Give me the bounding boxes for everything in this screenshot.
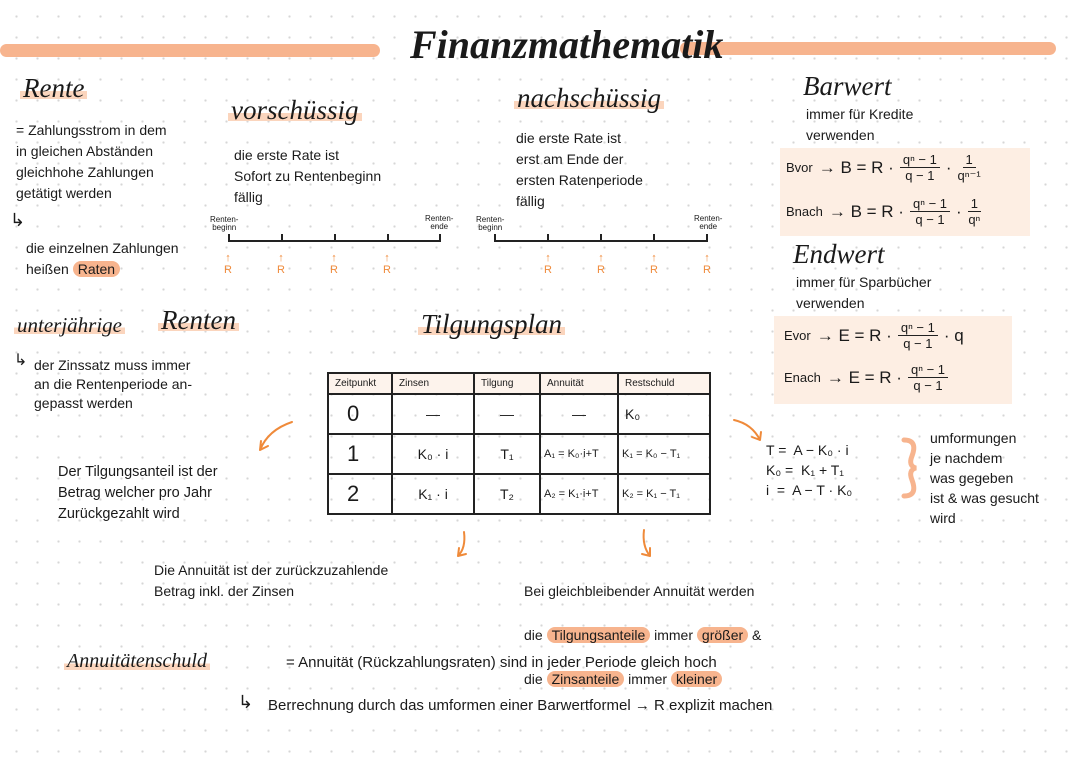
table-cell: A₂ = K₁·i+T bbox=[540, 474, 618, 514]
annuitaetenschuld-heading: Annuitätenschuld bbox=[64, 648, 210, 674]
curved-arrow-icon: ↳ bbox=[14, 352, 28, 369]
unterjaehrig-heading-a: unterjährige bbox=[14, 312, 125, 338]
rate-arrow: ↑ R bbox=[703, 252, 711, 276]
table-cell: K₁ = K₀ − T₁ bbox=[618, 434, 710, 474]
equation: T = A − K₀ · i bbox=[766, 442, 849, 458]
gleichbleibend-line: die Zinsanteile immer kleiner bbox=[524, 668, 761, 690]
table-cell: K₀ bbox=[618, 394, 710, 434]
tilgungsplan-heading: Tilgungsplan bbox=[418, 308, 565, 340]
groesser-highlight: größer bbox=[697, 627, 748, 643]
rate-arrow: ↑ R bbox=[330, 252, 338, 276]
gleichbleibend-line: die Tilgungsanteile immer größer & bbox=[524, 627, 762, 643]
vor-start-label: Renten- beginn bbox=[210, 215, 239, 232]
vorschuessig-heading: vorschüssig bbox=[228, 94, 362, 126]
curved-arrow-icon: ↳ bbox=[238, 692, 254, 712]
barwert-note: immer für Kredite verwenden bbox=[806, 106, 914, 143]
arrow-to-tilgungsanteil bbox=[260, 422, 292, 450]
fraction: $\frac{1}{\text{qⁿ⁻¹}}$ bbox=[957, 152, 981, 183]
dot: · bbox=[945, 157, 952, 177]
tilgungsanteil-text: Der Tilgungsanteil ist der Betrag welcher pro Jahr Zurückgezahlt wird bbox=[58, 464, 218, 522]
table-cell: K₂ = K₁ − T₁ bbox=[618, 474, 710, 514]
endwert-note: immer für Sparbücher verwenden bbox=[796, 274, 932, 311]
unterjaehrig-text: der Zinssatz muss immer an die Rentenperiode an- gepasst werden bbox=[34, 357, 193, 411]
table-cell: — bbox=[392, 394, 474, 434]
rate-arrow: ↑ R bbox=[224, 252, 232, 276]
rate-arrow: ↑ R bbox=[277, 252, 285, 276]
formula-lhs: → B = R · bbox=[818, 157, 894, 177]
table-cell: 0 bbox=[328, 394, 392, 434]
nachschuessig-heading: nachschüssig bbox=[514, 82, 664, 114]
nachschuessig-text: die erste Rate ist erst am Ende der ersten Ratenperiode fällig bbox=[516, 130, 643, 209]
vor-end-label: Renten- ende bbox=[425, 214, 454, 231]
rente-note-text: die einzelnen Zahlungen heißen bbox=[26, 240, 179, 277]
formula-lhs: → E = R · bbox=[816, 325, 892, 345]
formula-label: Evor bbox=[784, 327, 811, 343]
column-header: Zinsen bbox=[392, 373, 474, 394]
arrow-to-gleichbleibend bbox=[642, 530, 650, 556]
brace-icon bbox=[904, 440, 916, 496]
equation: i = A − T · K₀ bbox=[766, 482, 853, 498]
annuitaetenschuld-text: = Annuität (Rückzahlungsraten) sind in jeder Periode gleich hoch bbox=[286, 654, 717, 671]
annuitaet-definition: Die Annuität ist der zurückzuzahlende Betrag inkl. der Zinsen bbox=[154, 562, 389, 599]
table-cell: T₂ bbox=[474, 474, 540, 514]
rate-arrow: ↑ R bbox=[650, 252, 658, 276]
vorschuessig-text: die erste Rate ist Sofort zu Rentenbeginn fällig bbox=[234, 147, 382, 205]
arrow-to-annuitaet bbox=[458, 532, 466, 556]
raten-highlight: Raten bbox=[73, 261, 120, 277]
table-cell: T₁ bbox=[474, 434, 540, 474]
nach-start-label: Renten- beginn bbox=[476, 215, 505, 232]
table-cell: K₁ · i bbox=[392, 474, 474, 514]
gleichbleibend-text bbox=[524, 558, 761, 712]
formula-lhs: → E = R · bbox=[826, 367, 902, 387]
fraction: $\frac{\text{qⁿ − 1}}{q - 1}$ bbox=[910, 196, 950, 227]
table-cell: — bbox=[540, 394, 618, 434]
umformungen-equations bbox=[766, 440, 852, 500]
arrow-to-umformungen bbox=[734, 420, 761, 440]
rente-heading: Rente bbox=[20, 72, 87, 104]
rate-arrow: ↑ R bbox=[383, 252, 391, 276]
unterjaehrig-heading-b: Renten bbox=[158, 304, 239, 336]
table-cell: A₁ = K₀·i+T bbox=[540, 434, 618, 474]
fraction: $\frac{\text{qⁿ − 1}}{q - 1}$ bbox=[900, 152, 940, 183]
rate-arrow: ↑ R bbox=[597, 252, 605, 276]
table-cell: K₀ · i bbox=[392, 434, 474, 474]
page-title: Finanzmathematik bbox=[410, 22, 724, 67]
equation: K₀ = K₁ + T₁ bbox=[766, 462, 845, 478]
zinsanteile-highlight: Zinsanteile bbox=[547, 671, 625, 687]
rente-definition: = Zahlungsstrom in dem in gleichen Abständen gleichhohe Zahlungen getätigt werden bbox=[16, 122, 167, 201]
fraction: $\frac{\text{qⁿ − 1}}{q - 1}$ bbox=[898, 320, 938, 351]
formula-label: Bvor bbox=[786, 159, 813, 175]
barwert-heading: Barwert bbox=[803, 71, 892, 101]
gleichbleibend-line: Bei gleichbleibender Annuität werden bbox=[524, 583, 755, 599]
fraction: $\frac{\text{qⁿ − 1}}{q - 1}$ bbox=[908, 362, 948, 393]
kleiner-highlight: kleiner bbox=[671, 671, 722, 687]
formula-label: Enach bbox=[784, 369, 821, 385]
tilgungsanteile-highlight: Tilgungsanteile bbox=[547, 627, 651, 643]
formula-label: Bnach bbox=[786, 203, 823, 219]
umformungen-note: umformungen je nachdem was gegeben ist & was gesucht wird bbox=[930, 430, 1039, 526]
curved-arrow-icon: ↳ bbox=[10, 210, 26, 230]
nach-end-label: Renten- ende bbox=[694, 214, 723, 231]
column-header: Zeitpunkt bbox=[328, 373, 392, 394]
table-cell: 1 bbox=[328, 434, 392, 474]
fraction: $\frac{1}{\text{qⁿ}}$ bbox=[968, 196, 981, 227]
column-header: Annuität bbox=[540, 373, 618, 394]
annuitaetenschuld-sub: Berrechnung durch das umformen einer Barwertformel → R explizit machen bbox=[268, 697, 773, 714]
table-cell: — bbox=[474, 394, 540, 434]
formula-lhs: → B = R · bbox=[828, 201, 904, 221]
formula-tail: · q bbox=[943, 325, 964, 345]
endwert-heading: Endwert bbox=[793, 239, 885, 269]
dot: · bbox=[956, 201, 962, 221]
column-header: Restschuld bbox=[618, 373, 710, 394]
table-cell: 2 bbox=[328, 474, 392, 514]
column-header: Tilgung bbox=[474, 373, 540, 394]
rate-arrow: ↑ R bbox=[544, 252, 552, 276]
